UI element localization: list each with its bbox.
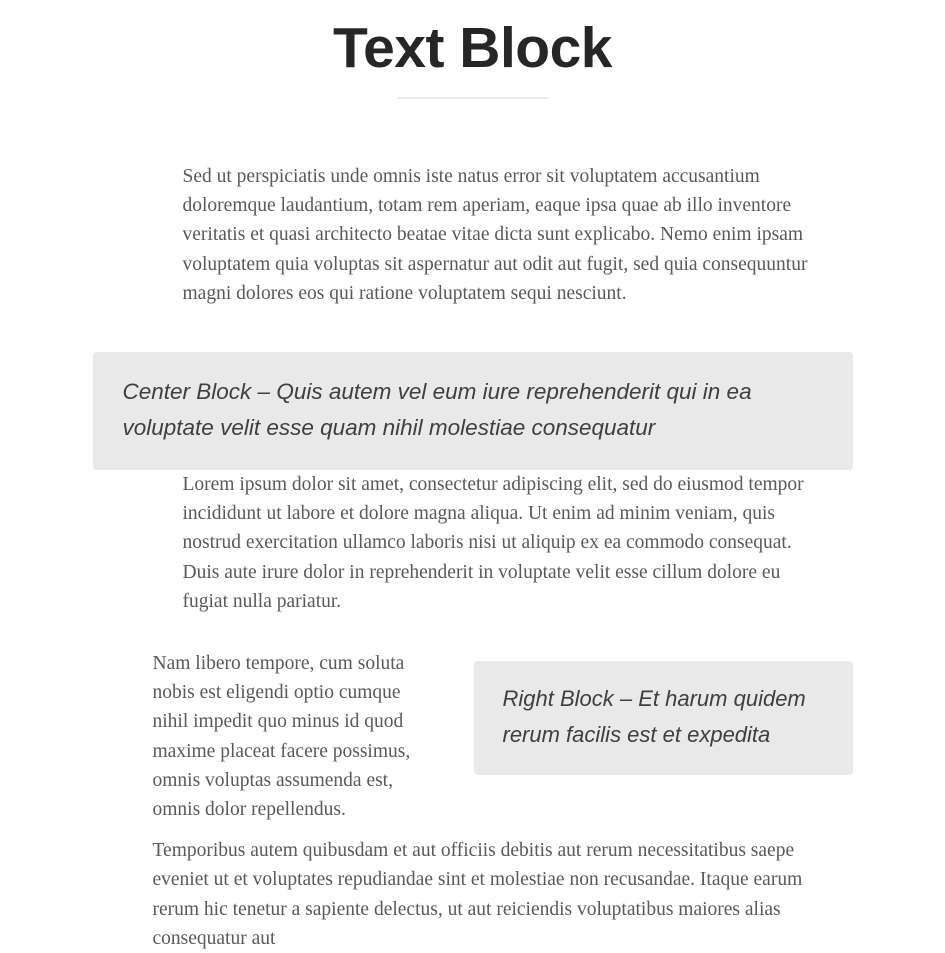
float-section: [0, 649, 945, 953]
right-block: Right Block – Et harum quidem rerum facilis est et expedita: [474, 661, 853, 775]
page-title: Text Block: [332, 16, 613, 80]
page-header: [0, 0, 945, 99]
paragraph-1: Sed ut perspiciatis unde omnis iste natus error sit voluptatem accusantium doloremque laudantium, totam rem aperiam, eaque ipsa quae ab illo inventore veritatis et quasi architecto beatae vitae dicta sunt explicabo. Nemo enim ipsam voluptatem quia voluptas sit aspernatur aut odit aut fugit, sed quia consequuntur magni dolores eos qui ratione voluptatem sequi nesciunt.: [182, 166, 808, 304]
center-block: Center Block – Quis autem vel eum iure reprehenderit qui in ea voluptate velit esse quam nihil molestiae consequatur: [93, 352, 853, 470]
float-wrap: [93, 649, 853, 953]
content-area: [0, 162, 945, 953]
paragraph-3: Nam libero tempore, cum soluta nobis est eligendi optio cumque nihil impedit quo minus id quod maxime placeat facere possimus, omnis voluptas assumenda est, omnis dolor repellendus.: [152, 653, 411, 821]
paragraph-4: Temporibus autem quibusdam et aut officiis debitis aut rerum necessitatibus saepe eveniet ut et voluptates repudiandae sint et molestiae non recusandae. Itaque earum rerum hic tenetur a sapiente delectus, ut aut reiciendis voluptatibus maiores alias consequatur aut: [152, 840, 803, 949]
title-divider: [398, 97, 548, 99]
paragraph-2: Lorem ipsum dolor sit amet, consectetur adipiscing elit, sed do eiusmod tempor incididunt ut labore et dolore magna aliqua. Ut enim ad minim veniam, quis nostrud exercitation ullamco laboris nisi ut aliquip ex ea commodo consequat. Duis aute irure dolor in reprehenderit in voluptate velit esse cillum dolore eu fugiat nulla pariatur.: [182, 474, 804, 612]
second-paragraph-column: [123, 470, 823, 616]
intro-paragraph-column: [123, 162, 823, 308]
